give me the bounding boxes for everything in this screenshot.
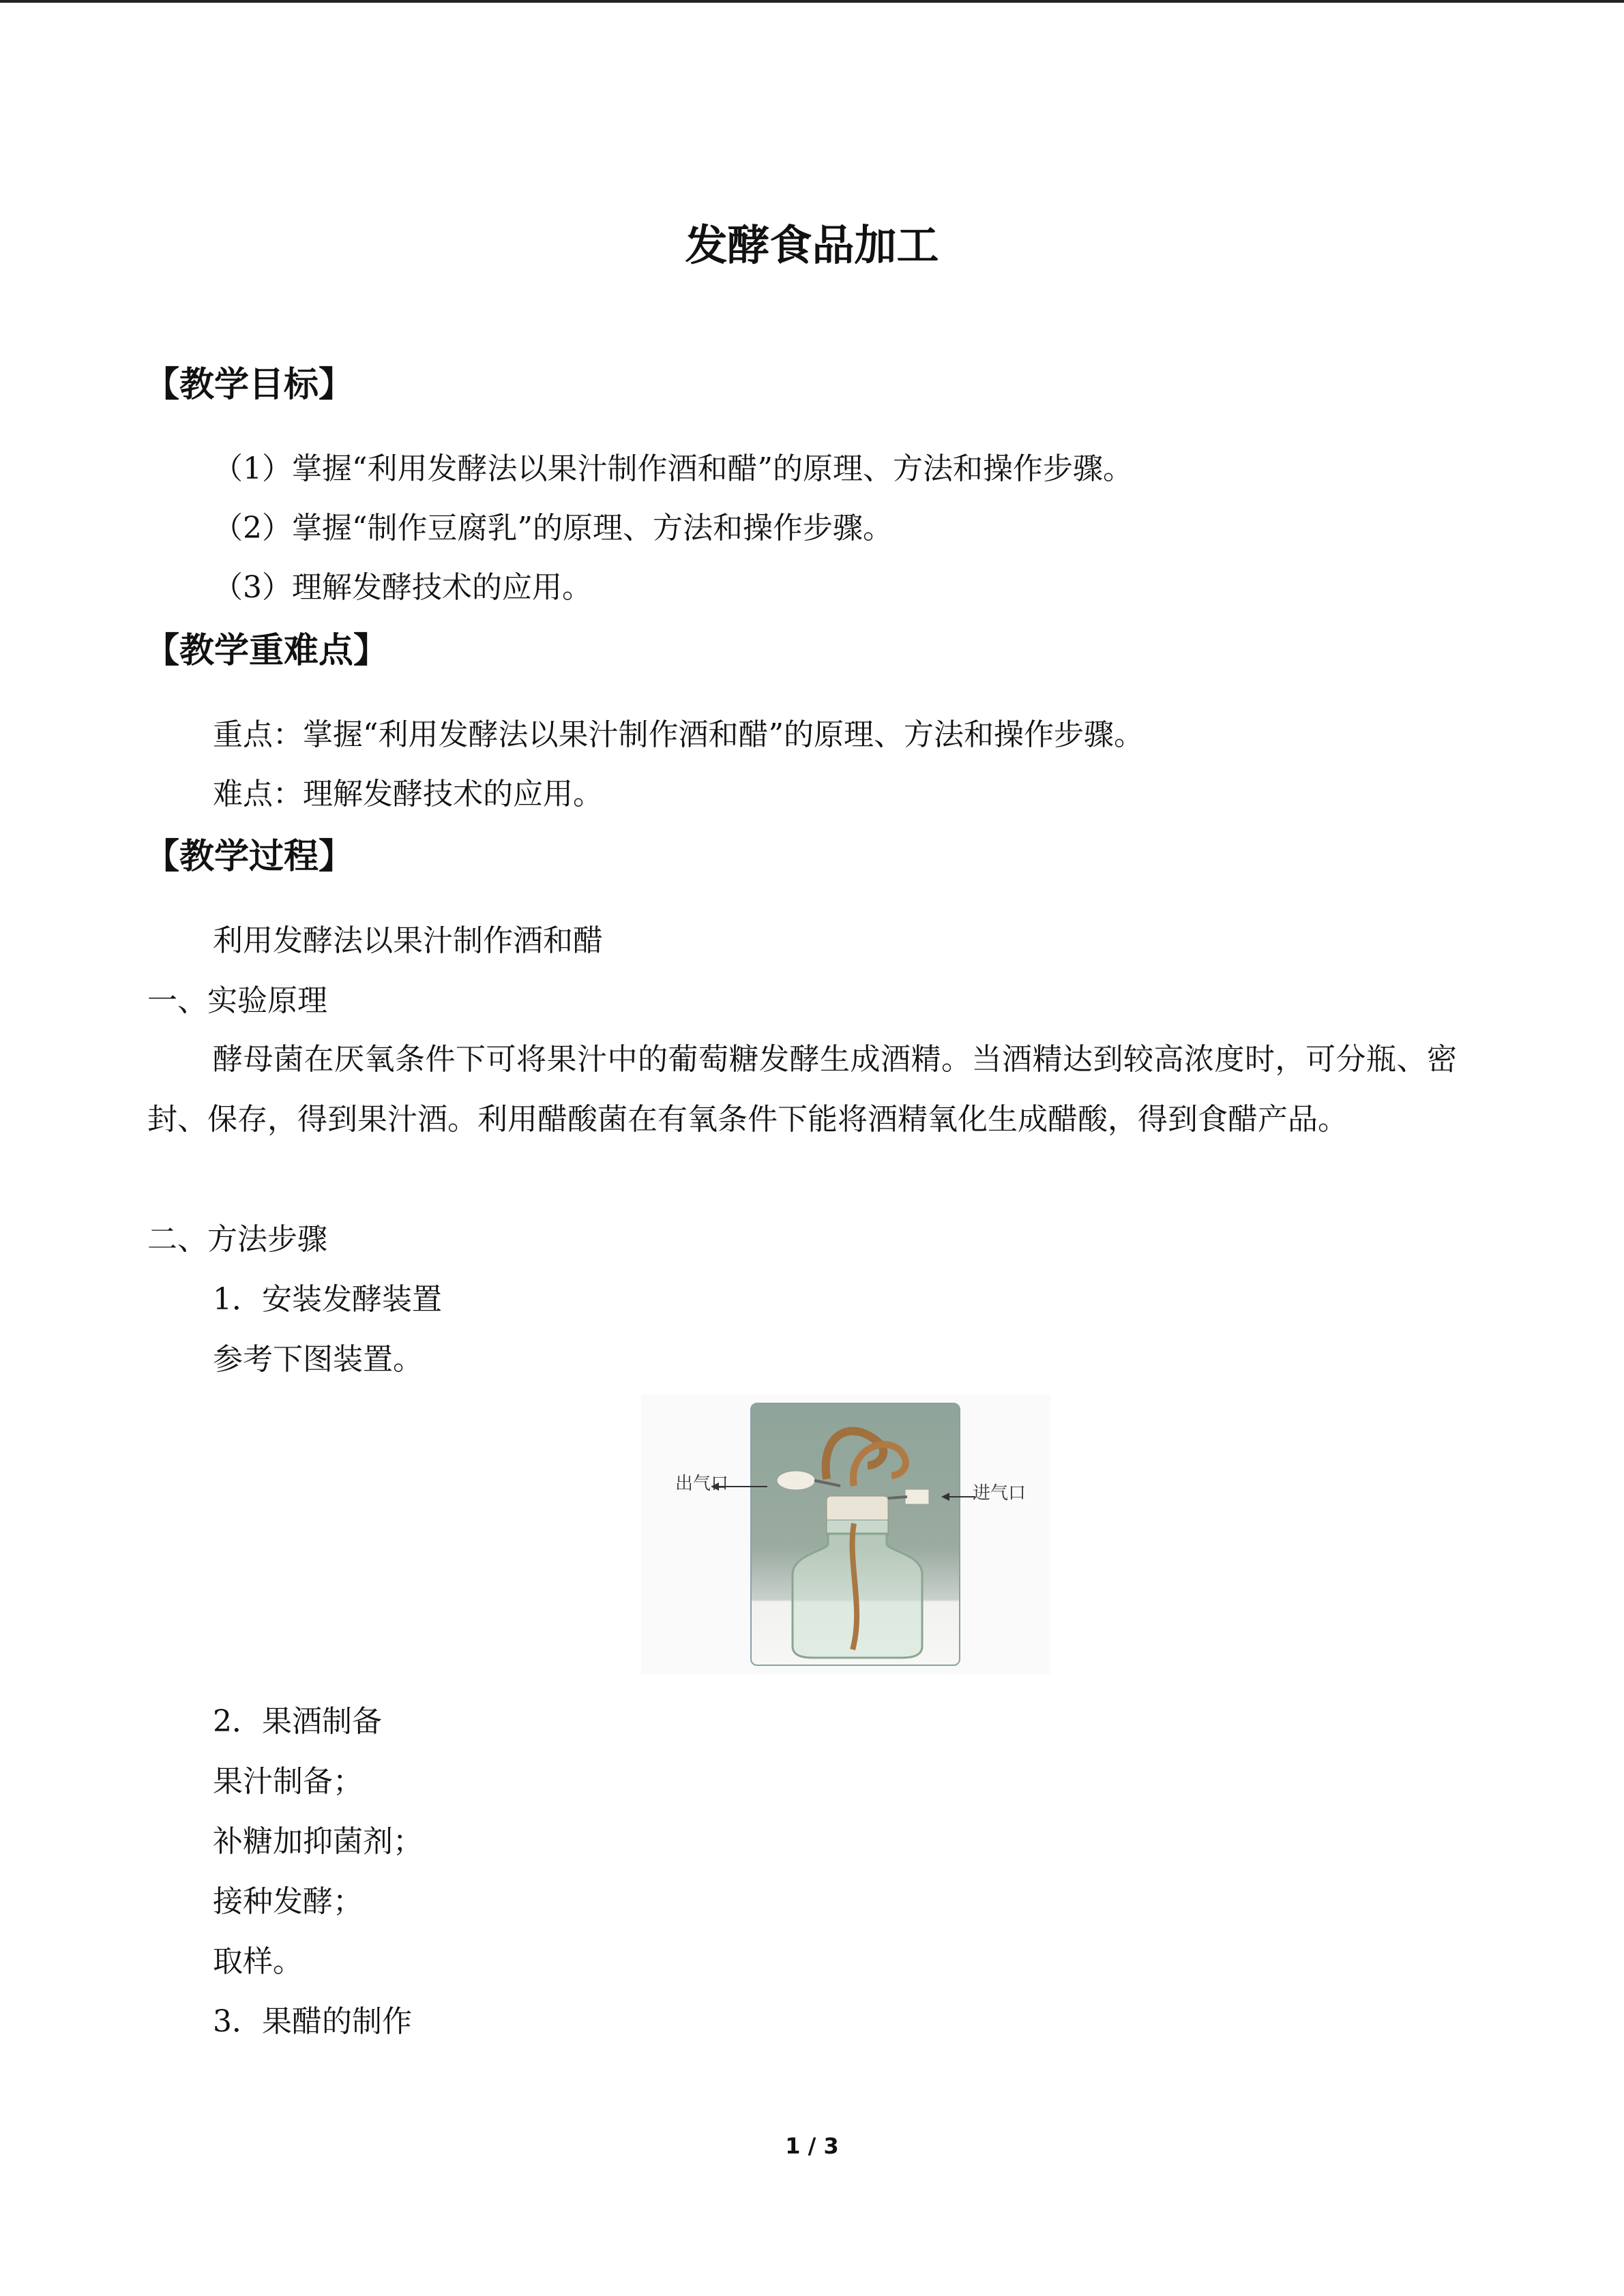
page-title: 发酵食品加工 bbox=[685, 220, 939, 270]
step2-item-3: 接种发酵； bbox=[213, 1884, 363, 1919]
part1-paragraph: 酵母菌在厌氧条件下可将果汁中的葡萄糖发酵生成酒精。当酒精达到较高浓度时，可分瓶、密封、保存，得到果汁酒。利用醋酸菌在有氧条件下能将酒精氧化生成醋酸，得到食醋产品。 bbox=[147, 1042, 1457, 1137]
part2-title: 二、方法步骤 bbox=[147, 1222, 327, 1257]
step2-title: 2．果酒制备 bbox=[213, 1704, 382, 1739]
key-points-heading: 【教学重难点】 bbox=[145, 631, 389, 671]
step2-item-2: 补糖加抑菌剂； bbox=[213, 1824, 423, 1859]
step3-title: 3．果醋的制作 bbox=[213, 2004, 412, 2039]
step1-note: 参考下图装置。 bbox=[213, 1342, 423, 1377]
step1-title: 1．安装发酵装置 bbox=[213, 1282, 442, 1317]
step2-item-4: 取样。 bbox=[213, 1944, 303, 1979]
figure-arrows bbox=[641, 1395, 1050, 1674]
objective-item-3: （3）理解发酵技术的应用。 bbox=[213, 570, 592, 605]
inlet-label: 进气口 bbox=[973, 1483, 1027, 1504]
fermentation-device-figure bbox=[641, 1395, 1050, 1674]
step2-item-1: 果汁制备； bbox=[213, 1764, 363, 1799]
key-point-text: 重点：掌握“利用发酵法以果汁制作酒和醋”的原理、方法和操作步骤。 bbox=[213, 717, 1144, 752]
page-number: 1 / 3 bbox=[785, 2133, 839, 2159]
objectives-heading: 【教学目标】 bbox=[145, 365, 354, 405]
outlet-label: 出气口 bbox=[675, 1474, 729, 1494]
part1-title: 一、实验原理 bbox=[147, 983, 327, 1018]
objective-item-1: （1）掌握“利用发酵法以果汁制作酒和醋”的原理、方法和操作步骤。 bbox=[213, 451, 1133, 486]
process-subtitle: 利用发酵法以果汁制作酒和醋 bbox=[213, 923, 603, 958]
difficult-point-text: 难点：理解发酵技术的应用。 bbox=[213, 777, 603, 811]
top-border-line bbox=[0, 0, 1624, 3]
objective-item-2: （2）掌握“制作豆腐乳”的原理、方法和操作步骤。 bbox=[213, 511, 893, 546]
process-heading: 【教学过程】 bbox=[145, 837, 354, 877]
